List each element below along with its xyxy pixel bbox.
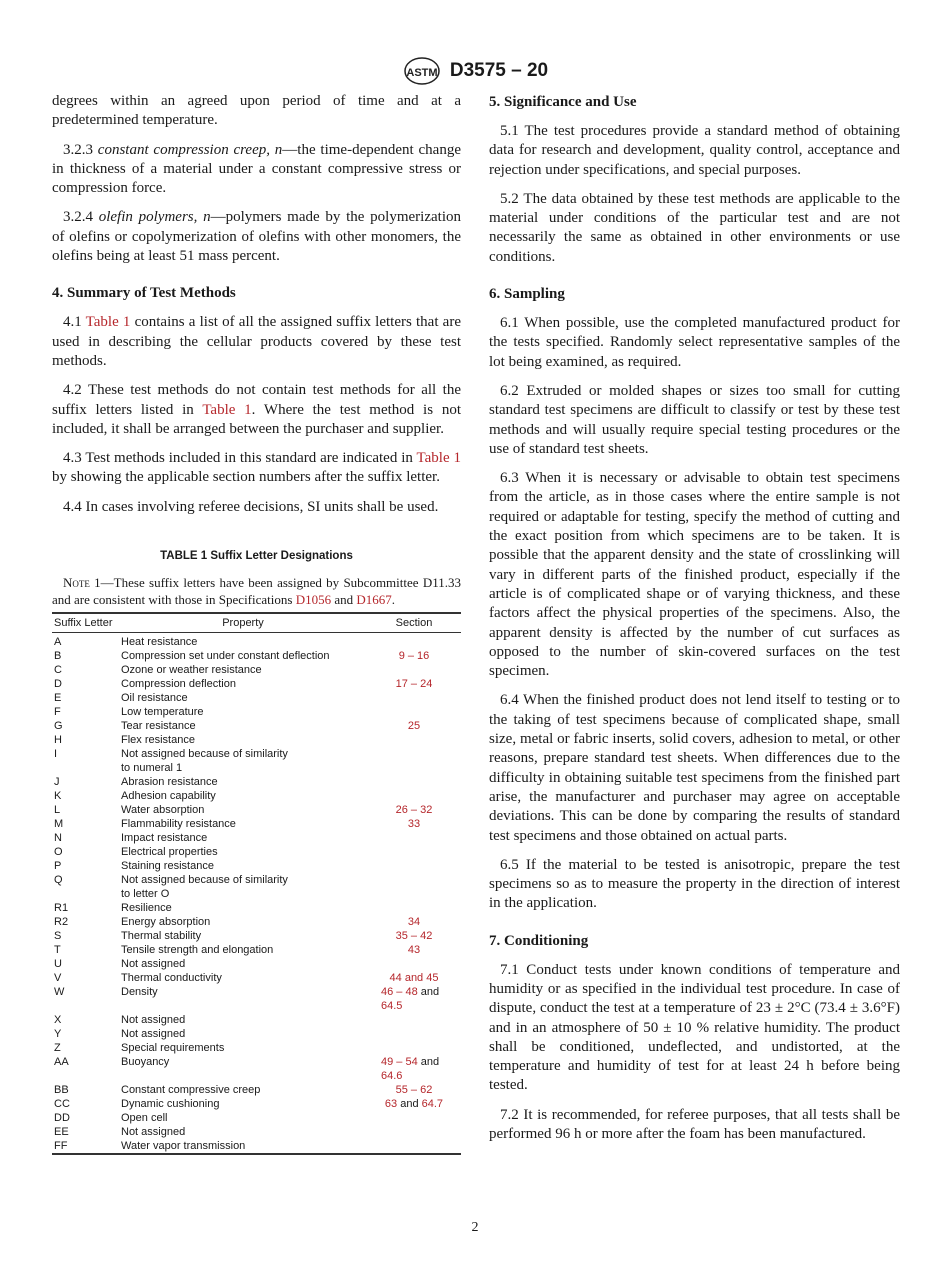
table-row	[52, 649, 461, 663]
property: Staining resistance	[121, 860, 214, 873]
suffix-letter: T	[54, 944, 61, 957]
suffix-letter: FF	[54, 1140, 68, 1153]
property: Water vapor transmission	[121, 1140, 246, 1153]
table-row	[52, 1055, 461, 1083]
section-ref	[367, 705, 461, 719]
right-column	[489, 92, 900, 1154]
section-heading: 6. Sampling	[489, 286, 565, 303]
section-heading: 5. Significance and Use	[489, 94, 637, 110]
section-ref	[367, 929, 461, 943]
table-row	[52, 747, 461, 775]
text-run: —polymers made by the polymerization of olefins or copolymerization of olefins with other monomers, the olefins being at least 51 mass percent.	[52, 209, 461, 265]
suffix-letter: C	[54, 664, 62, 677]
table-row	[52, 901, 461, 915]
section-ref	[367, 845, 461, 859]
table-title: TABLE 1 Suffix Letter Designations	[160, 550, 353, 563]
text-run: and	[331, 592, 357, 608]
cross-reference-link[interactable]: D1667	[356, 592, 392, 608]
table-row	[52, 943, 461, 957]
table-row	[52, 1097, 461, 1111]
property: Not assigned because of similarity to numeral 1	[121, 748, 288, 775]
property: Abrasion resistance	[121, 776, 218, 789]
cross-reference-link[interactable]: 43	[407, 944, 421, 957]
text-run: constant compression creep, n	[97, 141, 283, 158]
suffix-letter: W	[54, 986, 65, 999]
suffix-letter: B	[54, 650, 62, 663]
cross-reference-link[interactable]: 34	[407, 916, 421, 929]
text-run: 7.1 Conduct tests under known conditions of temperature and humidity or as specified in the individual test procedure. In case of dispute, conduct the test at a temperature of 23 ± 2°C (73.4 ± 3.6°F) and in an atmosphere of 50 ± 10 % relative humidity. The product shall be conditioned, undeflected, and undistorted, at the temperature and humidity of test for at least 24 h before being tested.	[489, 961, 900, 1094]
property: Dynamic cushioning	[121, 1098, 220, 1111]
section-ref	[367, 957, 461, 971]
header-property: Property	[119, 613, 367, 633]
paragraph	[489, 382, 900, 459]
suffix-letter: E	[54, 692, 62, 705]
paragraph	[52, 92, 461, 131]
text-run: 6.3 When it is necessary or advisable to obtain test specimens from the article, as in those cases where the entire sample is not required or adaptable for testing, specify the method of cutting and the exact position from which specimens are to be taken. It is possible that the apparent density and the state of crosslinking will vary in different parts of the finished product, especially if the article is of complicated shape or of varying thickness, and these factors affect the physical properties of the specimens. Also, the apparent density is affected by the number of cut surfaces as opposed to the number of skin-covered surfaces on the test specimen.	[489, 470, 900, 680]
section-ref	[367, 1027, 461, 1041]
cross-reference-link[interactable]: 64.5	[381, 1000, 403, 1013]
paragraph	[489, 691, 900, 845]
text-run: 7.2 It is recommended, for referee purposes, that all tests shall be performed 96 h or more after the foam has been manufactured.	[489, 1106, 900, 1143]
paragraph	[489, 122, 900, 180]
table-row	[52, 677, 461, 691]
standard-designation: D3575 – 20	[449, 60, 549, 81]
table-row	[52, 789, 461, 803]
property: Low temperature	[121, 706, 204, 719]
text-run: 1—These suffix letters have been assigned by Subcommittee D11.33 and are consistent with those in Specifications	[52, 575, 461, 608]
text-run: by showing the applicable section numbers after the suffix letter.	[52, 469, 440, 486]
text-run: 6.1 When possible, use the completed manufactured product for the tests specified. Randomly select representative samples of the lot being examined, as required.	[489, 315, 900, 370]
text-run: 3.2.3	[63, 141, 98, 158]
cross-reference-link[interactable]: D1056	[295, 592, 332, 608]
text-run: contains a list of all the assigned suffix letters that are used in describing the cellular products covered by these test methods.	[52, 314, 461, 369]
property: Heat resistance	[121, 636, 198, 649]
property: Electrical properties	[121, 846, 218, 859]
table-row	[52, 957, 461, 971]
suffix-letter: U	[54, 958, 62, 971]
table-row	[52, 915, 461, 929]
property: Not assigned because of similarity to letter O	[121, 874, 288, 901]
section-ref	[367, 677, 461, 691]
suffix-letter: Y	[54, 1028, 62, 1041]
section-ref	[367, 943, 461, 957]
text-run: 6.4 When the finished product does not lend itself to testing or to the taking of test specimens because of complicated shape, small size, metal or fabric inserts, solid covers, adhesion to metal, or other reasons, prepare standard test sheets. When differences due to the difficulty in obtaining suitable test specimens from the finished part arise, the manufacturer and purchaser may agree on acceptable deviations. This can be done by comparing the results of standard test specimens and those obtained on actual parts.	[489, 692, 900, 844]
paragraph	[52, 498, 461, 517]
section-ref	[367, 1097, 461, 1111]
property: Tear resistance	[121, 720, 196, 733]
suffix-letter: N	[54, 832, 62, 845]
suffix-letter: R2	[54, 916, 69, 929]
section-ref	[367, 747, 461, 775]
table-row	[52, 719, 461, 733]
section-ref	[367, 1041, 461, 1055]
right-text	[489, 93, 900, 1144]
astm-logo-icon	[402, 56, 442, 86]
property: Not assigned	[121, 1028, 186, 1041]
paragraph	[489, 469, 900, 681]
left-text	[52, 92, 461, 517]
suffix-letter: R1	[54, 902, 69, 915]
suffix-letter: D	[54, 678, 62, 691]
table-header-row	[52, 613, 461, 633]
table-row	[52, 691, 461, 705]
property: Compression deflection	[121, 678, 236, 691]
text-run: 4.1	[63, 314, 86, 331]
cross-reference-link[interactable]: 17 – 24	[395, 678, 433, 691]
suffix-letter: X	[54, 1014, 62, 1027]
section-ref	[367, 649, 461, 663]
section-ref	[367, 915, 461, 929]
text-run: 4.2 These test methods do not contain test methods for all the suffix letters listed in	[52, 382, 461, 418]
section-ref	[367, 1013, 461, 1027]
paragraph	[489, 961, 900, 1096]
section-heading: 4. Summary of Test Methods	[52, 285, 236, 302]
section-ref	[367, 775, 461, 789]
text-run: 5.2 The data obtained by these test methods are applicable to the material under conditions of the particular test and are not necessarily the same as obtained in other environments or use conditions.	[489, 190, 900, 265]
paragraph	[52, 208, 461, 266]
property: Not assigned	[121, 1014, 186, 1027]
suffix-letter: AA	[54, 1056, 69, 1069]
header-section: Section	[367, 613, 461, 633]
section-ref	[367, 733, 461, 747]
suffix-letter: L	[54, 804, 61, 817]
table-row	[52, 1139, 461, 1154]
cross-reference-link[interactable]: 44 and 45	[389, 972, 439, 985]
suffix-letter: O	[54, 846, 63, 859]
section-ref	[367, 691, 461, 705]
section-ref	[367, 873, 461, 901]
table-row	[52, 873, 461, 901]
suffix-letter: CC	[54, 1098, 70, 1111]
table-row	[52, 831, 461, 845]
suffix-letter: A	[54, 636, 62, 649]
property: Buoyancy	[121, 1056, 170, 1069]
text-run: 5.1 The test procedures provide a standard method of obtaining data for research and development, quality control, acceptance and rejection under specifications, and special purposes.	[489, 123, 900, 178]
property: Oil resistance	[121, 692, 188, 705]
property: Density	[121, 986, 158, 999]
paragraph	[52, 381, 461, 439]
section-ref	[367, 859, 461, 873]
table-row	[52, 1013, 461, 1027]
paragraph	[52, 449, 461, 488]
suffix-letter: EE	[54, 1126, 69, 1139]
table-row	[52, 817, 461, 831]
text-run: Note	[63, 575, 90, 591]
table-row	[52, 803, 461, 817]
property: Tensile strength and elongation	[121, 944, 274, 957]
property: Impact resistance	[121, 832, 208, 845]
section-ref	[367, 971, 461, 985]
cross-reference-link[interactable]: 64.7	[421, 1098, 444, 1111]
text-run: olefin polymers, n	[98, 209, 211, 226]
left-column	[52, 92, 461, 1155]
text-run: 6.5 If the material to be tested is anisotropic, prepare the test specimens so as to measure the property in the direction of interest in the application.	[489, 856, 900, 912]
suffix-letter: F	[54, 706, 61, 719]
table-row	[52, 705, 461, 719]
cross-reference-link[interactable]: 64.6	[381, 1070, 403, 1083]
cross-reference-link[interactable]: 49 – 54	[381, 1056, 418, 1069]
cross-reference-link[interactable]: 9 – 16	[398, 650, 430, 663]
section-heading: 7. Conditioning	[489, 932, 589, 949]
text-run: . Where the test method is not included, it shall be arranged between the purchaser and supplier.	[52, 401, 461, 437]
text-run: 4.4 In cases involving referee decisions, SI units shall be used.	[63, 498, 439, 515]
paragraph	[489, 314, 900, 372]
property: Flammability resistance	[121, 818, 236, 831]
property: Water absorption	[121, 804, 205, 817]
cross-reference-link[interactable]: 46 – 48	[381, 986, 418, 999]
cross-reference-link[interactable]: 35 – 42	[395, 930, 433, 943]
section-ref	[367, 719, 461, 733]
table-row	[52, 929, 461, 943]
suffix-letter: Q	[54, 874, 63, 887]
section-ref	[367, 901, 461, 915]
suffix-letter: S	[54, 930, 62, 943]
section-ref	[367, 831, 461, 845]
cross-reference-link[interactable]: 25	[407, 720, 421, 733]
suffix-letter: M	[54, 818, 64, 831]
cross-reference-link[interactable]: 26 – 32	[395, 804, 433, 817]
property: Resilience	[121, 902, 172, 915]
table-row	[52, 1083, 461, 1097]
property: Compression set under constant deflection	[121, 650, 330, 663]
section-ref	[367, 1083, 461, 1097]
text-run: —the time-dependent change in thickness of a material under a constant compressive stress or compression force.	[52, 141, 461, 197]
suffix-letter: J	[54, 776, 60, 789]
property: Thermal stability	[121, 930, 202, 943]
paragraph	[52, 141, 461, 199]
table-row	[52, 633, 461, 650]
section-ref	[367, 817, 461, 831]
cross-reference-link[interactable]: 33	[407, 818, 421, 831]
table-row	[52, 775, 461, 789]
text-run: and	[417, 986, 440, 999]
property: Constant compressive creep	[121, 1084, 261, 1097]
table-row	[52, 1111, 461, 1125]
header-suffix-letter: Suffix Letter	[52, 613, 119, 633]
cross-reference-link[interactable]: 63	[384, 1098, 398, 1111]
text-run: and	[417, 1056, 440, 1069]
section-ref	[367, 985, 461, 1013]
table-row	[52, 971, 461, 985]
paragraph	[489, 190, 900, 267]
property: Not assigned	[121, 958, 186, 971]
paragraph	[489, 856, 900, 914]
section-ref	[367, 663, 461, 677]
table-row	[52, 845, 461, 859]
property: Energy absorption	[121, 916, 211, 929]
property: Adhesion capability	[121, 790, 216, 803]
section-ref	[367, 1111, 461, 1125]
suffix-letter: H	[54, 734, 62, 747]
page-header	[0, 56, 950, 86]
text-run: 3.2.4	[63, 209, 99, 226]
table-row	[52, 1125, 461, 1139]
text-run: and	[397, 1098, 422, 1111]
table-row	[52, 1041, 461, 1055]
suffix-letter: K	[54, 790, 62, 803]
suffix-letter-table	[52, 612, 461, 1155]
text-run: 4.3 Test methods included in this standard are indicated in	[63, 450, 417, 467]
table-row	[52, 733, 461, 747]
svg-text:ASTM: ASTM	[406, 67, 438, 79]
table-row	[52, 985, 461, 1013]
suffix-letter: BB	[54, 1084, 69, 1097]
section-ref	[367, 1139, 461, 1154]
text-run: .	[391, 592, 396, 608]
text-run: 6.2 Extruded or molded shapes or sizes too small for cutting standard test specimens are difficult to classify or test by these test methods and will usually require special testing procedures or the use of standard test sheets.	[489, 382, 900, 457]
table-row	[52, 859, 461, 873]
section-ref	[367, 803, 461, 817]
section-ref	[367, 789, 461, 803]
property: Special requirements	[121, 1042, 225, 1055]
section-ref	[367, 1055, 461, 1083]
paragraph	[52, 313, 461, 371]
table-row	[52, 663, 461, 677]
suffix-letter: G	[54, 720, 63, 733]
property: Flex resistance	[121, 734, 195, 747]
suffix-letter: Z	[54, 1042, 61, 1055]
suffix-letter: I	[54, 748, 58, 761]
cross-reference-link[interactable]: Table 1	[202, 401, 252, 418]
property: Ozone or weather resistance	[121, 664, 262, 677]
text-run: degrees within an agreed upon period of time and at a predetermined temperature.	[52, 93, 461, 129]
suffix-letter: DD	[54, 1112, 70, 1125]
property: Not assigned	[121, 1126, 186, 1139]
suffix-letter: P	[54, 860, 62, 873]
property: Thermal conductivity	[121, 972, 222, 985]
page-number: 2	[471, 1220, 479, 1235]
table-note	[52, 574, 461, 608]
property: Open cell	[121, 1112, 168, 1125]
cross-reference-link[interactable]: 55 – 62	[395, 1084, 433, 1097]
cross-reference-link[interactable]: Table 1	[85, 314, 131, 331]
cross-reference-link[interactable]: Table 1	[416, 450, 461, 467]
section-ref	[367, 633, 461, 650]
paragraph	[489, 1106, 900, 1145]
table-row	[52, 1027, 461, 1041]
section-ref	[367, 1125, 461, 1139]
suffix-letter: V	[54, 972, 62, 985]
